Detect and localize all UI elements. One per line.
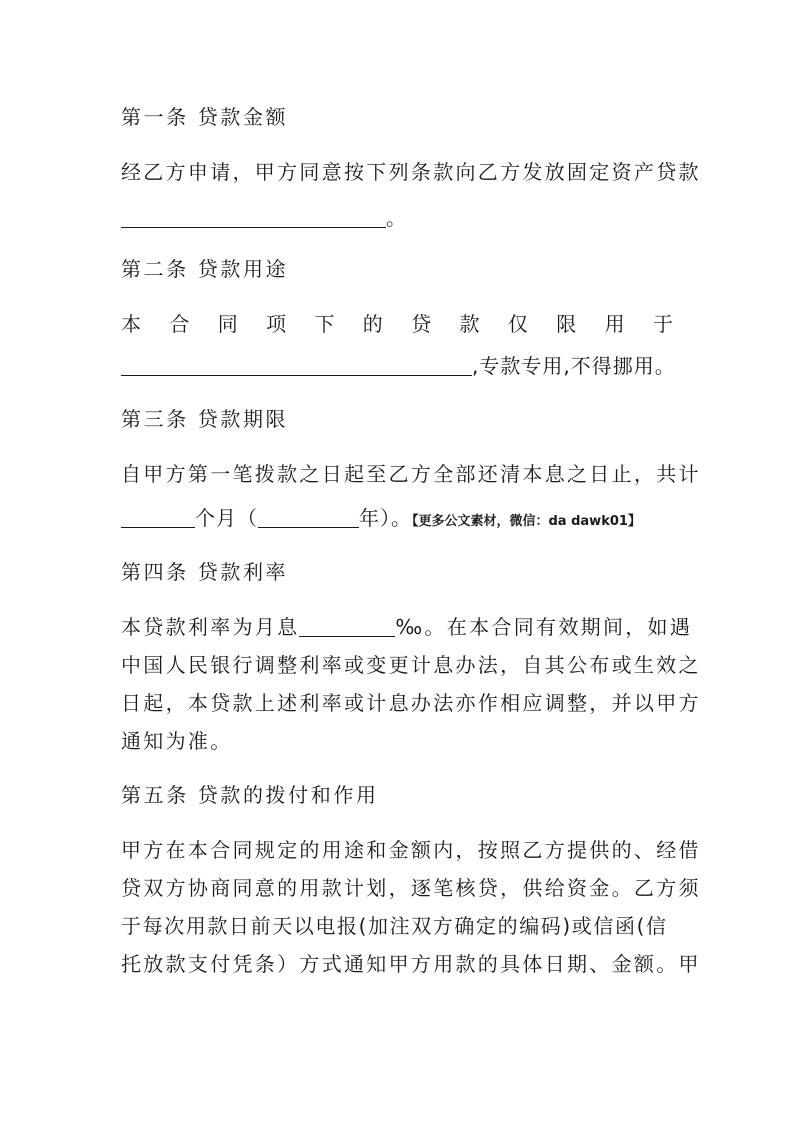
rate-prefix: 本贷款利率为月息 [121, 615, 300, 639]
article-5-line-4: 托放款支付凭条）方式通知甲方用款的具体日期、金额。甲 [121, 952, 701, 976]
article-3-text: 自甲方第一笔拨款之日起至乙方全部还清本息之日止，共计 [121, 462, 701, 486]
article-2-purpose-line [121, 352, 676, 380]
article-2-char: 同 [217, 312, 238, 336]
rate-blank [299, 614, 395, 637]
article-4-line-4: 通知为准。 [121, 729, 233, 753]
rate-rest: ‰。在本合同有效期间，如遇 [395, 615, 693, 639]
months-label: 个月（ [195, 506, 258, 530]
article-2-text [121, 310, 673, 338]
article-3-title: 第三条 贷款期限 [121, 407, 289, 431]
article-1-title: 第一条 贷款金额 [121, 105, 289, 129]
article-2-char: 用 [604, 312, 625, 336]
article-2-char: 限 [556, 312, 577, 336]
article-2-char: 贷 [411, 312, 432, 336]
promo-note: 【更多公文素材，微信：da dawk01】 [412, 514, 641, 529]
article-5-line-1: 甲方在本合同规定的用途和金额内，按照乙方提供的、经借 [121, 838, 701, 862]
article-5-title: 第五条 贷款的拨付和作用 [121, 783, 379, 807]
years-blank [258, 505, 359, 528]
article-2-title: 第二条 贷款用途 [121, 257, 289, 281]
article-2-char: 于 [652, 312, 673, 336]
article-2-char: 的 [362, 312, 383, 336]
article-2-char: 款 [459, 312, 480, 336]
article-1-end: 。 [386, 206, 409, 230]
article-4-title: 第四条 贷款利率 [121, 560, 289, 584]
amount-blank [121, 205, 386, 228]
years-label: 年）。 [359, 506, 412, 530]
article-4-line-2: 中国人民银行调整利率或变更计息办法，自其公布或生效之 [121, 653, 701, 677]
article-4-line-1 [121, 613, 693, 641]
article-3-term-line [121, 504, 673, 536]
article-2-char: 项 [266, 312, 287, 336]
months-blank [121, 505, 195, 528]
article-1-amount-line [121, 204, 673, 232]
article-2-char: 仅 [507, 312, 528, 336]
article-2-char: 合 [169, 312, 190, 336]
article-5-line-3: 于每次用款日前天以电报(加注双方确定的编码)或信函(信 [121, 914, 668, 938]
purpose-blank [121, 353, 472, 376]
article-2-char: 下 [314, 312, 335, 336]
article-2-end: ,专款专用,不得挪用。 [472, 354, 676, 378]
article-1-text: 经乙方申请，甲方同意按下列条款向乙方发放固定资产贷款 [121, 160, 701, 184]
article-4-line-3: 日起，本贷款上述利率或计息办法亦作相应调整，并以甲方 [121, 691, 701, 715]
article-2-char: 本 [121, 312, 141, 336]
article-5-line-2: 贷双方协商同意的用款计划，逐笔核贷，供给资金。乙方须 [121, 876, 701, 900]
